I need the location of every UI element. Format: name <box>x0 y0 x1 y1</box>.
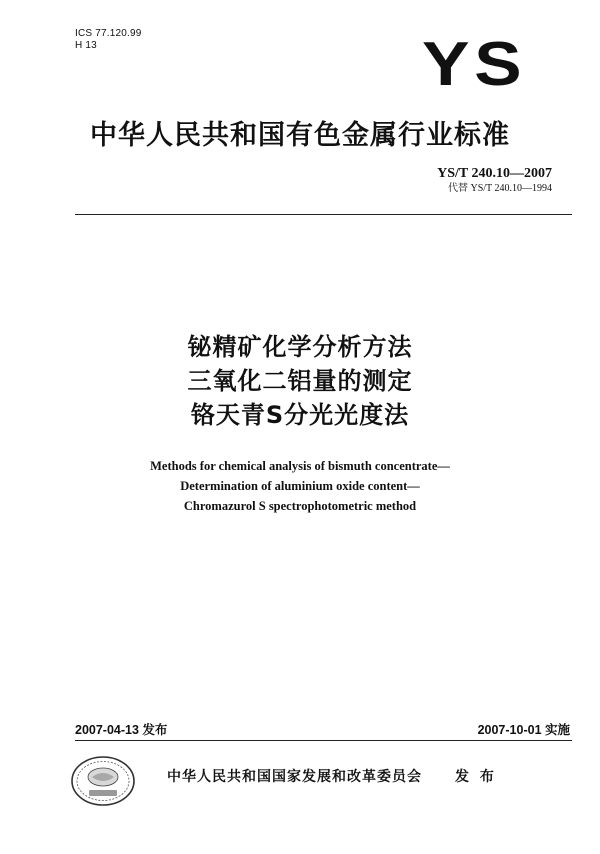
ics-code: ICS 77.120.99 <box>75 28 142 39</box>
bottom-divider <box>75 740 572 741</box>
classification-codes <box>75 28 142 52</box>
cn-title-line-3: 铬天青S分光光度法 <box>190 401 410 429</box>
official-seal-icon <box>70 755 136 807</box>
en-title-line-1: Methods for chemical analysis of bismuth concentrate— <box>150 459 450 473</box>
ccs-code: H 13 <box>75 40 97 51</box>
effective-date: 2007-10-01 实施 <box>477 723 570 737</box>
top-divider <box>75 214 572 215</box>
issuer-name: 中华人民共和国国家发展和改革委员会 <box>167 769 422 785</box>
ys-logo: YS <box>422 30 527 99</box>
standard-replaces: 代替 YS/T 240.10—1994 <box>448 183 552 194</box>
issue-action: 发 布 <box>455 769 497 785</box>
en-title-line-3: Chromazurol S spectrophotometric method <box>183 499 417 513</box>
publish-date: 2007-04-13 发布 <box>75 723 168 737</box>
en-title-line-2: Determination of aluminium oxide content— <box>180 479 420 493</box>
cn-title-line-2: 三氧化二铝量的测定 <box>187 367 413 395</box>
cn-title-line-1: 铋精矿化学分析方法 <box>187 333 413 361</box>
standard-series-title: 中华人民共和国有色金属行业标准 <box>90 120 510 151</box>
standard-code: YS/T 240.10—2007 <box>437 166 552 181</box>
